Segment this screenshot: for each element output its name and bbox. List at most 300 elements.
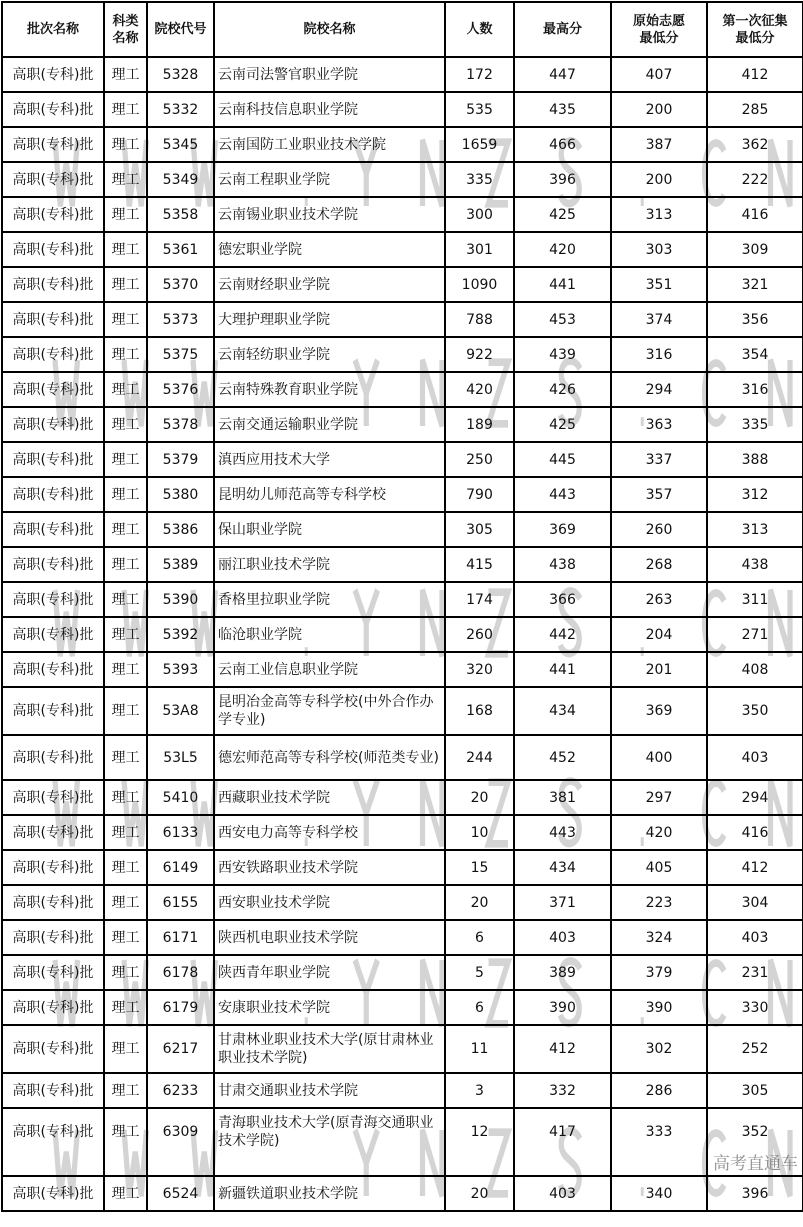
cell-text: 高职(专科)批 <box>12 626 94 643</box>
first-call-min-cell <box>707 232 803 267</box>
table-row <box>2 197 803 232</box>
max-score-cell <box>514 267 611 302</box>
category-cell <box>104 127 147 162</box>
count-cell <box>445 735 514 780</box>
category-cell <box>104 57 147 92</box>
cell-text: 447 <box>549 66 576 83</box>
cell-text: 高职(专科)批 <box>12 66 94 83</box>
cell-text: 云南特殊教育职业学院 <box>218 381 358 398</box>
batch-cell <box>2 617 104 652</box>
cell-text: 420 <box>549 241 576 258</box>
first-call-min-cell <box>707 780 803 815</box>
max-score-cell <box>514 815 611 850</box>
cell-text: 高职(专科)批 <box>12 206 94 223</box>
cell-text: 西藏职业技术学院 <box>218 789 330 806</box>
cell-text: 6149 <box>162 859 199 876</box>
cell-text: 理工 <box>111 964 140 981</box>
cell-text: 311 <box>741 591 769 608</box>
category-cell <box>104 162 147 197</box>
count-cell <box>445 920 514 955</box>
batch-cell <box>2 1176 104 1211</box>
cell-text: 高职(专科)批 <box>12 556 94 573</box>
batch-cell <box>2 267 104 302</box>
cell-text: 陕西机电职业技术学院 <box>218 929 358 946</box>
cell-text: 443 <box>549 824 576 841</box>
school-code-cell <box>147 337 214 372</box>
table-row <box>2 407 803 442</box>
first-call-min-cell <box>707 687 803 735</box>
cell-text: 理工 <box>111 381 140 398</box>
batch-cell <box>2 92 104 127</box>
first-call-min-cell <box>707 815 803 850</box>
cell-text: 333 <box>645 1124 673 1140</box>
cell-text: 云南科技信息职业学院 <box>218 101 358 118</box>
cell-text: 香格里拉职业学院 <box>218 591 330 608</box>
max-score-cell <box>514 372 611 407</box>
category-cell <box>104 652 147 687</box>
table-row <box>2 955 803 990</box>
original-min-cell <box>611 442 707 477</box>
cell-text: 371 <box>549 894 576 911</box>
batch-cell <box>2 955 104 990</box>
count-cell <box>445 617 514 652</box>
batch-cell <box>2 442 104 477</box>
cell-text: 381 <box>549 789 576 806</box>
cell-text: 5392 <box>162 626 199 643</box>
cell-text: 313 <box>741 521 769 538</box>
original-min-cell <box>611 850 707 885</box>
school-code-cell <box>147 1108 214 1176</box>
cell-text: 5390 <box>162 591 199 608</box>
cell-text: 387 <box>645 136 673 153</box>
cell-text: 11 <box>470 1041 489 1057</box>
cell-text: 309 <box>741 241 769 258</box>
original-min-cell <box>611 582 707 617</box>
table-row <box>2 442 803 477</box>
original-min-cell <box>611 372 707 407</box>
cell-text: 高职(专科)批 <box>12 101 94 118</box>
category-cell <box>104 512 147 547</box>
cell-text: 417 <box>549 1124 576 1140</box>
first-call-min-cell <box>707 267 803 302</box>
count-cell <box>445 955 514 990</box>
original-min-cell <box>611 267 707 302</box>
first-call-min-cell <box>707 337 803 372</box>
cell-text: 200 <box>645 101 673 118</box>
original-min-cell <box>611 477 707 512</box>
school-name-cell <box>214 885 445 920</box>
cell-text: 285 <box>741 101 769 118</box>
cell-text: 441 <box>549 661 576 678</box>
cell-text: 理工 <box>111 626 140 643</box>
original-min-cell <box>611 57 707 92</box>
cell-text: 高职(专科)批 <box>12 276 94 293</box>
first-call-min-cell <box>707 1108 803 1176</box>
first-call-min-cell <box>707 617 803 652</box>
cell-text: 415 <box>466 556 493 573</box>
cell-text: 172 <box>466 66 493 83</box>
original-min-cell <box>611 652 707 687</box>
original-min-cell <box>611 197 707 232</box>
batch-cell <box>2 372 104 407</box>
cell-text: 高职(专科)批 <box>12 241 94 258</box>
cell-text: 理工 <box>111 789 140 806</box>
table-row <box>2 780 803 815</box>
cell-text: 理工 <box>111 136 140 153</box>
table-row <box>2 547 803 582</box>
cell-text: 535 <box>466 101 493 118</box>
first-call-min-cell <box>707 197 803 232</box>
cell-text: 6217 <box>162 1041 199 1057</box>
cell-text: 6 <box>475 999 484 1016</box>
category-cell <box>104 1108 147 1176</box>
count-cell <box>445 1176 514 1211</box>
cell-text: 320 <box>466 661 493 678</box>
school-name-cell <box>214 1025 445 1073</box>
cell-text: 15 <box>470 859 489 876</box>
max-score-cell <box>514 1073 611 1108</box>
cell-text: 5332 <box>162 101 199 118</box>
school-code-cell <box>147 57 214 92</box>
cell-text: 189 <box>466 416 493 433</box>
count-cell <box>445 885 514 920</box>
school-name-cell <box>214 372 445 407</box>
first-call-min-cell <box>707 547 803 582</box>
cell-text: 200 <box>645 171 673 188</box>
cell-text: 云南工业信息职业学院 <box>218 661 358 678</box>
cell-text: 286 <box>645 1082 673 1099</box>
school-code-cell <box>147 267 214 302</box>
cell-text: 316 <box>645 346 673 363</box>
count-cell <box>445 162 514 197</box>
school-name-cell <box>214 232 445 267</box>
cell-text: 理工 <box>111 171 140 188</box>
cell-text: 6179 <box>162 999 199 1016</box>
cell-text: 20 <box>470 789 489 806</box>
table-row <box>2 652 803 687</box>
max-score-cell <box>514 477 611 512</box>
school-name-cell <box>214 652 445 687</box>
table-row <box>2 1073 803 1108</box>
school-name-cell <box>214 477 445 512</box>
cell-text: 379 <box>645 964 673 981</box>
cell-text: 高职(专科)批 <box>12 171 94 188</box>
max-score-cell <box>514 197 611 232</box>
max-score-cell <box>514 687 611 735</box>
batch-cell <box>2 232 104 267</box>
cell-text: 426 <box>549 381 576 398</box>
batch-cell <box>2 687 104 735</box>
cell-text: 理工 <box>111 824 140 841</box>
max-score-cell <box>514 92 611 127</box>
max-score-cell <box>514 735 611 780</box>
cell-text: 云南轻纺职业学院 <box>218 346 330 363</box>
cell-text: 405 <box>645 859 673 876</box>
school-code-cell <box>147 885 214 920</box>
cell-text: 20 <box>470 1185 489 1202</box>
batch-cell <box>2 850 104 885</box>
cell-text: 陕西青年职业学院 <box>218 964 330 981</box>
cell-text: 321 <box>741 276 769 293</box>
count-cell <box>445 850 514 885</box>
cell-text: 302 <box>645 1041 673 1057</box>
cell-text: 云南国防工业职业技术学院 <box>218 136 386 153</box>
original-min-cell <box>611 92 707 127</box>
cell-text: 297 <box>645 789 673 806</box>
max-score-cell <box>514 652 611 687</box>
cell-text: 20 <box>470 894 489 911</box>
cell-text: 369 <box>549 521 576 538</box>
cell-text: 294 <box>645 381 673 398</box>
cell-text: 12 <box>470 1124 489 1140</box>
cell-text: 高职(专科)批 <box>12 661 94 678</box>
cell-text: 434 <box>549 859 576 876</box>
cell-text: 1659 <box>461 136 498 153</box>
cell-text: 6155 <box>162 894 199 911</box>
cell-text: 新疆铁道职业技术学院 <box>218 1185 358 1202</box>
cell-text: 260 <box>645 521 673 538</box>
school-code-cell <box>147 1176 214 1211</box>
cell-text: 西安电力高等专科学校 <box>218 824 358 841</box>
batch-cell <box>2 302 104 337</box>
first-call-min-cell <box>707 92 803 127</box>
cell-text: 青海职业技术大学(原青海交通职业技术学院) <box>218 1115 434 1149</box>
cell-text: 354 <box>741 346 769 363</box>
category-cell <box>104 337 147 372</box>
school-name-cell <box>214 57 445 92</box>
cell-text: 445 <box>549 451 576 468</box>
cell-text: 高职(专科)批 <box>12 521 94 538</box>
cell-text: 442 <box>549 626 576 643</box>
school-name-cell <box>214 735 445 780</box>
count-cell <box>445 1025 514 1073</box>
original-min-cell <box>611 1025 707 1073</box>
original-min-cell <box>611 302 707 337</box>
cell-text: 304 <box>741 894 769 911</box>
cell-text: 德宏职业学院 <box>218 241 302 258</box>
max-score-cell <box>514 780 611 815</box>
cell-text: 高职(专科)批 <box>12 381 94 398</box>
cell-text: 理工 <box>111 276 140 293</box>
school-code-cell <box>147 582 214 617</box>
table-row <box>2 57 803 92</box>
first-call-min-cell <box>707 1176 803 1211</box>
school-name-cell <box>214 267 445 302</box>
cell-text: 高职(专科)批 <box>12 824 94 841</box>
cell-text: 435 <box>549 101 576 118</box>
category-cell <box>104 302 147 337</box>
school-code-cell <box>147 990 214 1025</box>
school-name-cell <box>214 920 445 955</box>
table-row <box>2 267 803 302</box>
batch-cell <box>2 815 104 850</box>
first-call-min-cell <box>707 372 803 407</box>
original-min-cell <box>611 512 707 547</box>
cell-text: 6309 <box>162 1124 199 1140</box>
category-cell <box>104 850 147 885</box>
school-name-cell <box>214 1108 445 1176</box>
school-name-cell <box>214 162 445 197</box>
school-name-cell <box>214 1073 445 1108</box>
cell-text: 云南交通运输职业学院 <box>218 416 358 433</box>
original-min-cell <box>611 780 707 815</box>
count-cell <box>445 407 514 442</box>
original-min-cell <box>611 162 707 197</box>
table-row <box>2 885 803 920</box>
batch-cell <box>2 57 104 92</box>
school-code-cell <box>147 955 214 990</box>
cell-text: 甘肃林业职业技术大学(原甘肃林业职业技术学院) <box>218 1032 434 1066</box>
cell-text: 252 <box>741 1041 769 1057</box>
cell-text: 理工 <box>111 1041 140 1057</box>
cell-text: 204 <box>645 626 673 643</box>
first-call-min-cell <box>707 850 803 885</box>
header-batch: 批次名称 <box>2 2 104 57</box>
batch-cell <box>2 407 104 442</box>
cell-text: 922 <box>466 346 493 363</box>
category-cell <box>104 780 147 815</box>
cell-text: 271 <box>741 626 769 643</box>
cell-text: 云南财经职业学院 <box>218 276 330 293</box>
school-code-cell <box>147 162 214 197</box>
header-school-code: 院校代号 <box>147 2 214 57</box>
cell-text: 316 <box>741 381 769 398</box>
max-score-cell <box>514 850 611 885</box>
cell-text: 201 <box>645 661 673 678</box>
school-code-cell <box>147 687 214 735</box>
cell-text: 441 <box>549 276 576 293</box>
category-cell <box>104 1025 147 1073</box>
batch-cell <box>2 337 104 372</box>
cell-text: 甘肃交通职业技术学院 <box>218 1082 358 1099</box>
max-score-cell <box>514 442 611 477</box>
count-cell <box>445 232 514 267</box>
cell-text: 理工 <box>111 486 140 503</box>
cell-text: 425 <box>549 206 576 223</box>
cell-text: 理工 <box>111 241 140 258</box>
original-min-cell <box>611 337 707 372</box>
count-cell <box>445 92 514 127</box>
original-min-cell <box>611 127 707 162</box>
school-name-cell <box>214 127 445 162</box>
cell-text: 高职(专科)批 <box>12 416 94 433</box>
cell-text: 53A8 <box>162 703 199 719</box>
cell-text: 理工 <box>111 999 140 1016</box>
school-code-cell <box>147 302 214 337</box>
count-cell <box>445 477 514 512</box>
school-code-cell <box>147 442 214 477</box>
cell-text: 222 <box>741 171 769 188</box>
school-code-cell <box>147 735 214 780</box>
cell-text: 理工 <box>111 416 140 433</box>
cell-text: 366 <box>549 591 576 608</box>
cell-text: 理工 <box>111 661 140 678</box>
school-name-cell <box>214 1176 445 1211</box>
cell-text: 昆明幼儿师范高等专科学校 <box>218 486 386 503</box>
category-cell <box>104 547 147 582</box>
cell-text: 403 <box>549 1185 576 1202</box>
cell-text: 理工 <box>111 346 140 363</box>
cell-text: 6133 <box>162 824 199 841</box>
cell-text: 6 <box>475 929 484 946</box>
first-call-min-cell <box>707 1025 803 1073</box>
cell-text: 理工 <box>111 66 140 83</box>
first-call-min-cell <box>707 1073 803 1108</box>
max-score-cell <box>514 127 611 162</box>
cell-text: 305 <box>741 1082 769 1099</box>
cell-text: 305 <box>466 521 493 538</box>
school-name-cell <box>214 547 445 582</box>
max-score-cell <box>514 57 611 92</box>
first-call-min-cell <box>707 407 803 442</box>
cell-text: 340 <box>645 1185 673 1202</box>
category-cell <box>104 990 147 1025</box>
batch-cell <box>2 1073 104 1108</box>
cell-text: 438 <box>549 556 576 573</box>
cell-text: 303 <box>645 241 673 258</box>
original-min-cell <box>611 1108 707 1176</box>
school-code-cell <box>147 407 214 442</box>
batch-cell <box>2 920 104 955</box>
category-cell <box>104 372 147 407</box>
first-call-min-cell <box>707 512 803 547</box>
cell-text: 788 <box>466 311 493 328</box>
cell-text: 5393 <box>162 661 199 678</box>
cell-text: 1090 <box>461 276 498 293</box>
cell-text: 昆明冶金高等专科学校(中外合作办学专业) <box>218 694 434 728</box>
original-min-cell <box>611 687 707 735</box>
cell-text: 416 <box>741 824 769 841</box>
table-row <box>2 920 803 955</box>
batch-cell <box>2 197 104 232</box>
max-score-cell <box>514 1025 611 1073</box>
header-first-call-min: 第一次征集 最低分 <box>707 2 803 57</box>
cell-text: 330 <box>741 999 769 1016</box>
max-score-cell <box>514 302 611 337</box>
cell-text: 453 <box>549 311 576 328</box>
first-call-min-cell <box>707 735 803 780</box>
original-min-cell <box>611 920 707 955</box>
max-score-cell <box>514 617 611 652</box>
first-call-min-cell <box>707 442 803 477</box>
cell-text: 5379 <box>162 451 199 468</box>
first-call-min-cell <box>707 162 803 197</box>
original-min-cell <box>611 232 707 267</box>
cell-text: 高职(专科)批 <box>12 136 94 153</box>
table-row <box>2 1025 803 1073</box>
cell-text: 高职(专科)批 <box>12 451 94 468</box>
cell-text: 168 <box>466 703 493 719</box>
cell-text: 5410 <box>162 789 199 806</box>
school-code-cell <box>147 197 214 232</box>
school-name-cell <box>214 780 445 815</box>
cell-text: 云南司法警官职业学院 <box>218 66 358 83</box>
cell-text: 5380 <box>162 486 199 503</box>
cell-text: 790 <box>466 486 493 503</box>
cell-text: 390 <box>645 999 673 1016</box>
cell-text: 396 <box>741 1185 769 1202</box>
school-code-cell <box>147 232 214 267</box>
batch-cell <box>2 735 104 780</box>
count-cell <box>445 687 514 735</box>
batch-cell <box>2 885 104 920</box>
category-cell <box>104 477 147 512</box>
batch-cell <box>2 652 104 687</box>
cell-text: 理工 <box>111 1082 140 1099</box>
cell-text: 10 <box>470 824 489 841</box>
cell-text: 德宏师范高等专科学校(师范类专业) <box>218 749 439 766</box>
cell-text: 268 <box>645 556 673 573</box>
